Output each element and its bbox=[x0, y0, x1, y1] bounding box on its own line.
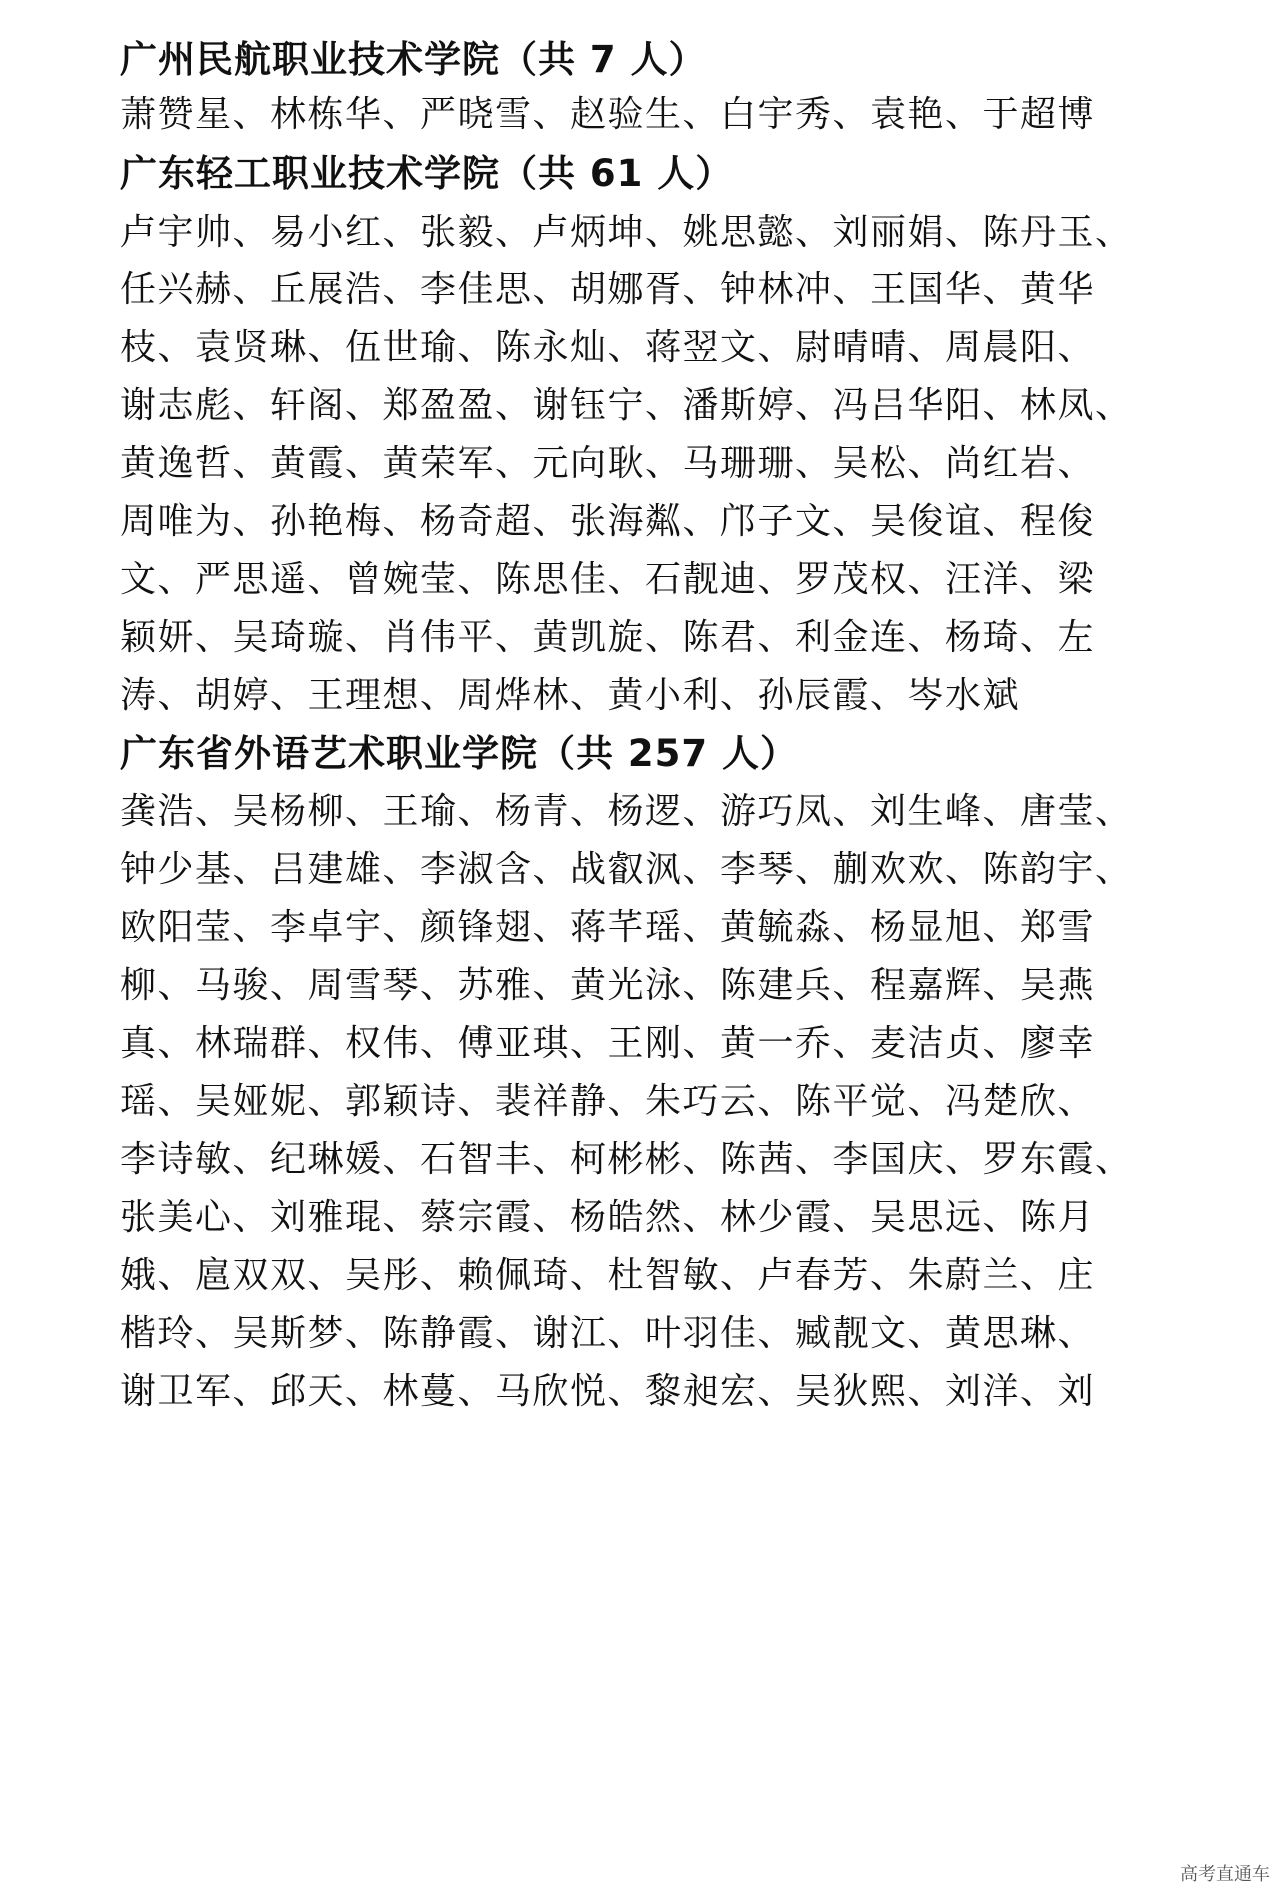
name-line: 龚浩、吴杨柳、王瑜、杨青、杨逻、游巧凤、刘生峰、唐莹、 bbox=[120, 791, 1133, 832]
section-heading-gdqg: 广东轻工职业技术学院（共 61 人） bbox=[120, 152, 734, 195]
name-line: 楷玲、吴斯梦、陈静霞、谢江、叶羽佳、臧靓文、黄思琳、 bbox=[120, 1313, 1096, 1354]
name-line: 欧阳莹、李卓宇、颜锋翅、蒋芊瑶、黄毓淼、杨显旭、郑雪 bbox=[120, 907, 1096, 948]
name-line: 真、林瑞群、权伟、傅亚琪、王刚、黄一乔、麦洁贞、廖幸 bbox=[120, 1023, 1096, 1064]
name-line: 枝、袁贤琳、伍世瑜、陈永灿、蒋翌文、尉晴晴、周晨阳、 bbox=[120, 327, 1096, 368]
name-line: 周唯为、孙艳梅、杨奇超、张海粼、邝子文、吴俊谊、程俊 bbox=[120, 501, 1096, 542]
name-line: 钟少基、吕建雄、李淑含、战叡沨、李琴、蒯欢欢、陈韵宇、 bbox=[120, 849, 1133, 890]
name-line: 黄逸哲、黄霞、黄荣军、元向耿、马珊珊、吴松、尚红岩、 bbox=[120, 443, 1096, 484]
name-line: 谢志彪、轩阁、郑盈盈、谢钰宁、潘斯婷、冯吕华阳、林凤、 bbox=[120, 385, 1133, 426]
section-heading-gdwy: 广东省外语艺术职业学院（共 257 人） bbox=[120, 732, 798, 775]
name-line: 娥、扈双双、吴彤、赖佩琦、杜智敏、卢春芳、朱蔚兰、庄 bbox=[120, 1255, 1096, 1296]
name-line: 任兴赫、丘展浩、李佳思、胡娜胥、钟林冲、王国华、黄华 bbox=[120, 269, 1096, 310]
name-line: 涛、胡婷、王理想、周烨林、黄小利、孙辰霞、岑水斌 bbox=[120, 675, 1021, 716]
name-line: 瑶、吴娅妮、郭颖诗、裴祥静、朱巧云、陈平觉、冯楚欣、 bbox=[120, 1081, 1096, 1122]
name-line: 张美心、刘雅琨、蔡宗霞、杨皓然、林少霞、吴思远、陈月 bbox=[120, 1197, 1096, 1238]
watermark: 高考直通车 bbox=[1180, 1864, 1270, 1885]
name-line: 萧赞星、林栋华、严晓雪、赵验生、白宇秀、袁艳、于超博 bbox=[120, 94, 1096, 135]
name-line: 谢卫军、邱天、林蔓、马欣悦、黎昶宏、吴狄熙、刘洋、刘 bbox=[120, 1371, 1096, 1412]
name-line: 文、严思遥、曾婉莹、陈思佳、石靓迪、罗茂权、汪洋、梁 bbox=[120, 559, 1096, 600]
name-line: 柳、马骏、周雪琴、苏雅、黄光泳、陈建兵、程嘉辉、吴燕 bbox=[120, 965, 1096, 1006]
name-line: 颖妍、吴琦璇、肖伟平、黄凯旋、陈君、利金连、杨琦、左 bbox=[120, 617, 1096, 658]
name-line: 卢宇帅、易小红、张毅、卢炳坤、姚思懿、刘丽娟、陈丹玉、 bbox=[120, 212, 1133, 253]
section-heading-gzmh: 广州民航职业技术学院（共 7 人） bbox=[120, 38, 707, 81]
name-line: 李诗敏、纪琳媛、石智丰、柯彬彬、陈茜、李国庆、罗东霞、 bbox=[120, 1139, 1133, 1180]
